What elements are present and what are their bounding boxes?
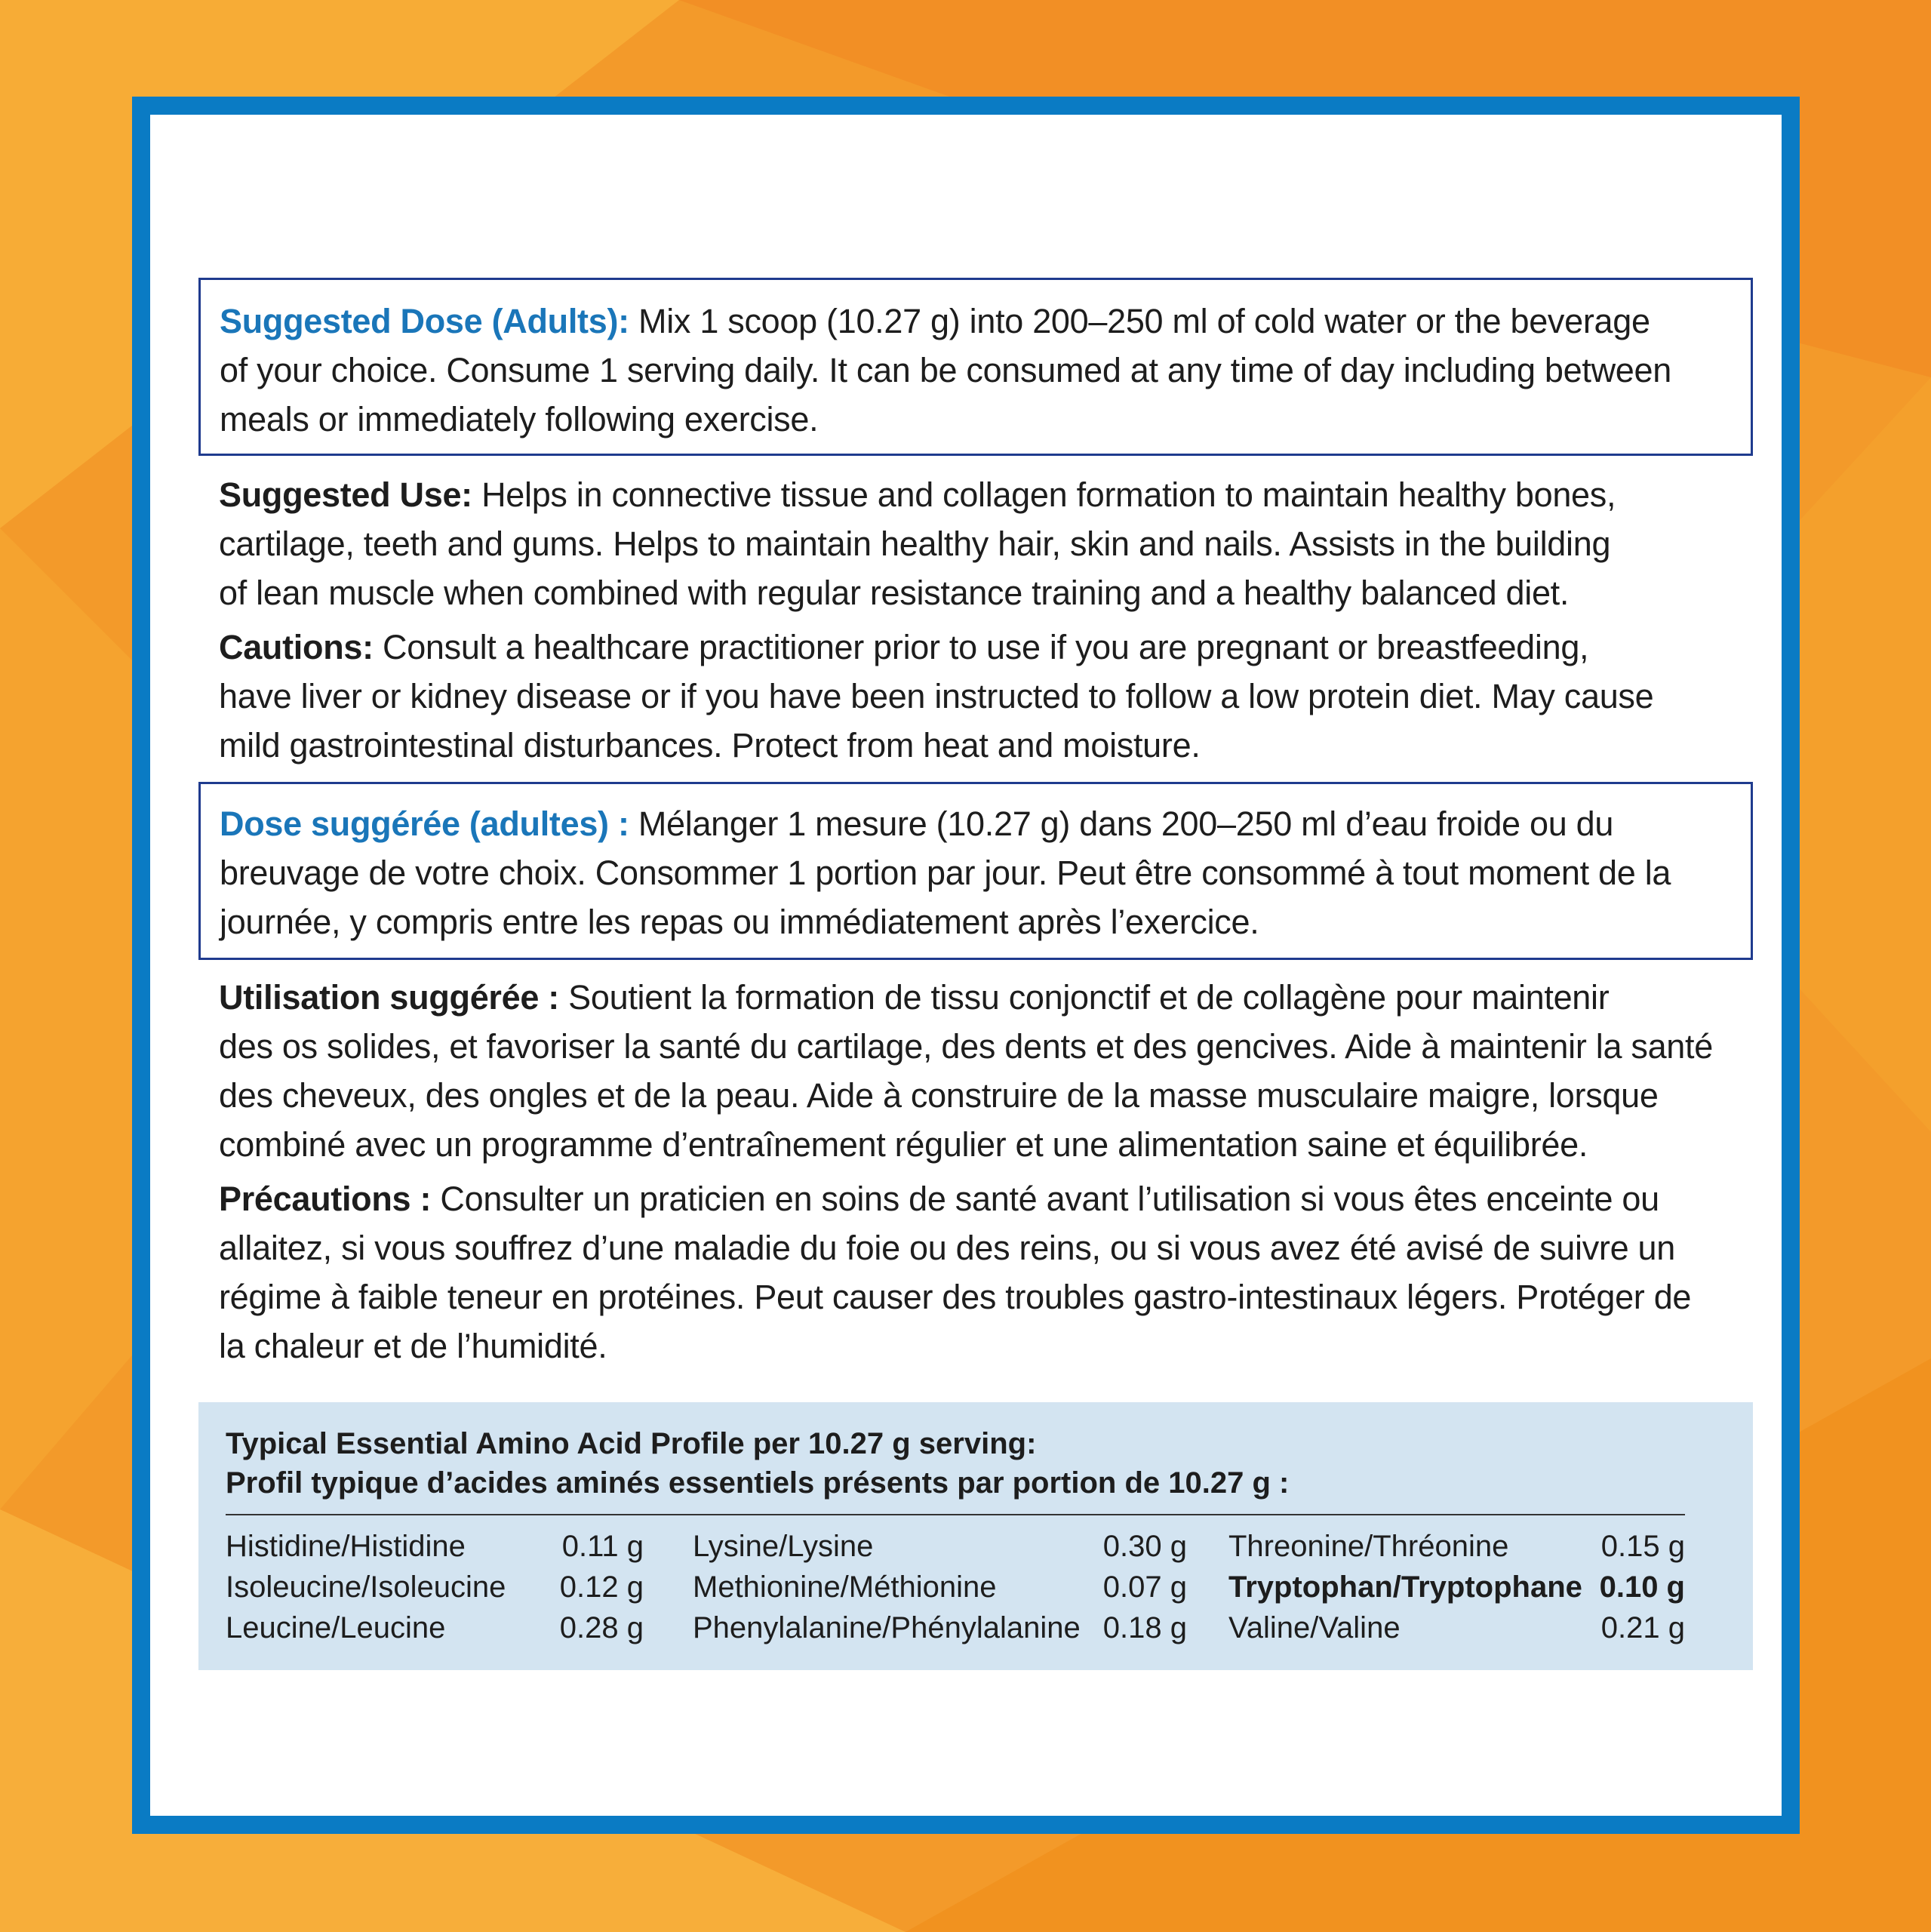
dose-en-box [198,278,1753,456]
dose-en-heading: Suggested Dose (Adults): [220,302,629,340]
amino-name: Histidine/Histidine [226,1530,466,1563]
amino-acid-table [198,1402,1753,1670]
amino-value: 0.18 g [1102,1611,1187,1644]
cautions-fr-line-1: Précautions : Consulter un praticien en soins de santé avant l’utilisation si vous êtes enceinte ou [219,1180,1659,1218]
use-fr-block [219,973,1713,1169]
amino-name: Lysine/Lysine [693,1530,874,1563]
amino-table-title-fr: Profil typique d’acides aminés essentiels présents par portion de 10.27 g : [226,1466,1290,1500]
use-en-line-2: cartilage, teeth and gums. Helps to maintain healthy hair, skin and nails. Assists in the building [219,525,1611,563]
dose-en-line-2: of your choice. Consume 1 serving daily. It can be consumed at any time of day including between [220,351,1671,389]
dose-fr-line-1: Dose suggérée (adultes) : Mélanger 1 mesure (10.27 g) dans 200–250 ml d’eau froide ou du [220,804,1614,843]
dose-fr-line-2: breuvage de votre choix. Consommer 1 portion par jour. Peut être consommé à tout moment de la [220,854,1671,892]
cautions-en-block [219,623,1653,770]
cautions-en-line-2: have liver or kidney disease or if you have been instructed to follow a low protein diet. May cause [219,677,1654,715]
amino-value: 0.07 g [1102,1571,1187,1604]
amino-value: 0.12 g [559,1571,644,1604]
amino-value: 0.30 g [1102,1530,1187,1563]
amino-value: 0.21 g [1600,1611,1685,1644]
use-fr-line-3: des cheveux, des ongles et de la peau. Aide à construire de la masse musculaire maigre, lorsque [219,1076,1659,1115]
cautions-fr-line-4: la chaleur et de l’humidité. [219,1327,607,1365]
dose-en-line-3: meals or immediately following exercise. [220,400,819,438]
amino-value: 0.28 g [559,1611,644,1644]
dose-fr-box [198,782,1753,960]
amino-table-rule [226,1514,1685,1515]
amino-name: Methionine/Méthionine [693,1571,997,1604]
use-en-block [219,470,1616,617]
amino-name: Tryptophan/Tryptophane [1228,1571,1582,1604]
amino-value: 0.11 g [561,1530,644,1563]
use-en-line-3: of lean muscle when combined with regular resistance training and a healthy balanced diet. [219,574,1570,612]
cautions-en-line-1: Cautions: Consult a healthcare practitioner prior to use if you are pregnant or breastfeeding, [219,628,1589,666]
dose-fr-heading: Dose suggérée (adultes) : [220,804,629,843]
amino-table-title-en: Typical Essential Amino Acid Profile per 10.27 g serving: [226,1427,1037,1460]
amino-value: 0.10 g [1599,1571,1685,1604]
cautions-en-heading: Cautions: [219,628,374,666]
cautions-fr-heading: Précautions : [219,1180,432,1218]
use-fr-line-4: combiné avec un programme d’entraînement régulier et une alimentation saine et équilibrée. [219,1125,1588,1164]
use-fr-heading: Utilisation suggérée : [219,978,559,1017]
cautions-fr-block [219,1174,1691,1371]
amino-name: Isoleucine/Isoleucine [226,1571,506,1604]
amino-name: Leucine/Leucine [226,1611,446,1644]
dose-en-line-1: Suggested Dose (Adults): Mix 1 scoop (10.27 g) into 200–250 ml of cold water or the beverage [220,302,1650,340]
use-fr-line-2: des os solides, et favoriser la santé du cartilage, des dents et des gencives. Aide à maintenir la santé [219,1027,1713,1066]
cautions-en-line-3: mild gastrointestinal disturbances. Protect from heat and moisture. [219,726,1201,764]
use-en-line-1: Suggested Use: Helps in connective tissue and collagen formation to maintain healthy bones, [219,475,1616,514]
cautions-fr-line-3: régime à faible teneur en protéines. Peut causer des troubles gastro-intestinaux légers. Protéger de [219,1278,1692,1316]
cautions-fr-line-2: allaitez, si vous souffrez d’une maladie du foie ou des reins, ou si vous avez été avisé de suivre un [219,1229,1675,1267]
use-fr-line-1: Utilisation suggérée : Soutient la formation de tissu conjonctif et de collagène pour maintenir [219,978,1610,1017]
dose-fr-line-3: journée, y compris entre les repas ou immédiatement après l’exercice. [220,903,1259,941]
amino-value: 0.15 g [1600,1530,1685,1563]
amino-name: Phenylalanine/Phénylalanine [693,1611,1081,1644]
amino-name: Valine/Valine [1228,1611,1401,1644]
amino-name: Threonine/Thréonine [1228,1530,1509,1563]
use-en-heading: Suggested Use: [219,475,472,514]
